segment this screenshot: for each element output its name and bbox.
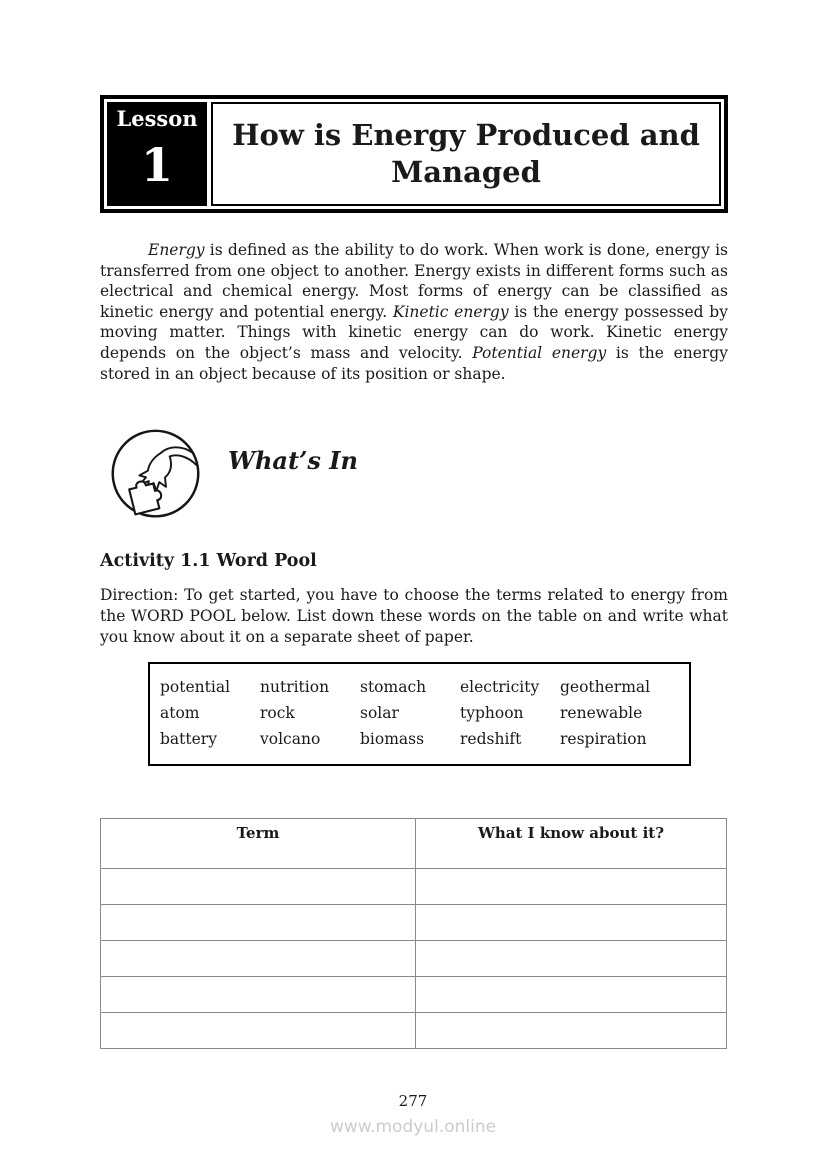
direction-text: Direction: To get started, you have to choose the terms related to energy from the WORD POOL below. List down these words on the table on and write what you know about it on a separate sheet of paper. [100, 586, 728, 646]
lesson-header [100, 95, 728, 213]
table-cell [416, 869, 727, 905]
watermark: www.modyul.online [329, 1117, 497, 1137]
word-pool-item: potential [160, 678, 231, 696]
hand-puzzle-icon [108, 427, 203, 522]
word-pool-item: atom [160, 704, 200, 722]
lesson-number: 1 [140, 137, 173, 192]
word-pool-item: nutrition [260, 678, 330, 696]
intro-text-1: is defined as the ability to do work. When work is done, energy is transferred from one object to another. Energy exists in different forms such as electrical and chemical energy. Most forms of energy can be classified as kinetic energy and potential energy. [100, 241, 728, 321]
intro-text-3: is the energy stored in an object because of its position or shape. [100, 343, 728, 383]
lesson-badge [107, 102, 207, 206]
word-pool-item: rock [260, 704, 295, 722]
terms-table [100, 818, 727, 1049]
word-pool [148, 662, 691, 766]
table-cell [416, 1013, 727, 1049]
activity-heading: Activity 1.1 Word Pool [100, 551, 317, 571]
word-pool-item: typhoon [460, 704, 524, 722]
table-row [101, 905, 727, 941]
word-pool-item: respiration [560, 730, 647, 748]
word-pool-item: redshift [460, 730, 522, 748]
word-pool-item: biomass [360, 730, 425, 748]
table-cell [101, 941, 416, 977]
intro-term-energy: Energy [148, 241, 205, 259]
table-cell [416, 977, 727, 1013]
word-pool-item: geothermal [560, 678, 651, 696]
intro-term-potential-energy: Potential energy [472, 343, 607, 362]
page-number: 277 [398, 1092, 428, 1110]
word-pool-item: battery [160, 730, 217, 748]
lesson-title [211, 102, 721, 206]
word-pool-item: electricity [460, 678, 540, 696]
word-pool-item: volcano [260, 730, 321, 748]
lesson-label: Lesson [116, 106, 198, 131]
table-cell [101, 977, 416, 1013]
table-cell [101, 869, 416, 905]
table-row [101, 977, 727, 1013]
lesson-title-line-2: Managed [391, 155, 541, 189]
intro-text-2: is the energy possessed by moving matter. Things with kinetic energy can do work. Kinetic energy depends on the object’s mass and velocity. [100, 302, 728, 362]
table-row [101, 1013, 727, 1049]
lesson-title-line-1: How is Energy Produced and [232, 118, 700, 152]
table-header-know: What I know about it? [416, 819, 727, 869]
table-cell [101, 905, 416, 941]
whats-in-heading: What’s In [228, 446, 358, 475]
table-row [101, 941, 727, 977]
table-cell [416, 905, 727, 941]
table-header-row [101, 819, 727, 869]
intro-term-kinetic-energy: Kinetic energy [392, 302, 509, 321]
table-header-term: Term [101, 819, 416, 869]
word-pool-item: solar [360, 704, 399, 722]
intro-paragraph [100, 240, 728, 384]
table-cell [101, 1013, 416, 1049]
table-row [101, 869, 727, 905]
word-pool-item: renewable [560, 704, 643, 722]
word-pool-item: stomach [360, 678, 427, 696]
table-cell [416, 941, 727, 977]
